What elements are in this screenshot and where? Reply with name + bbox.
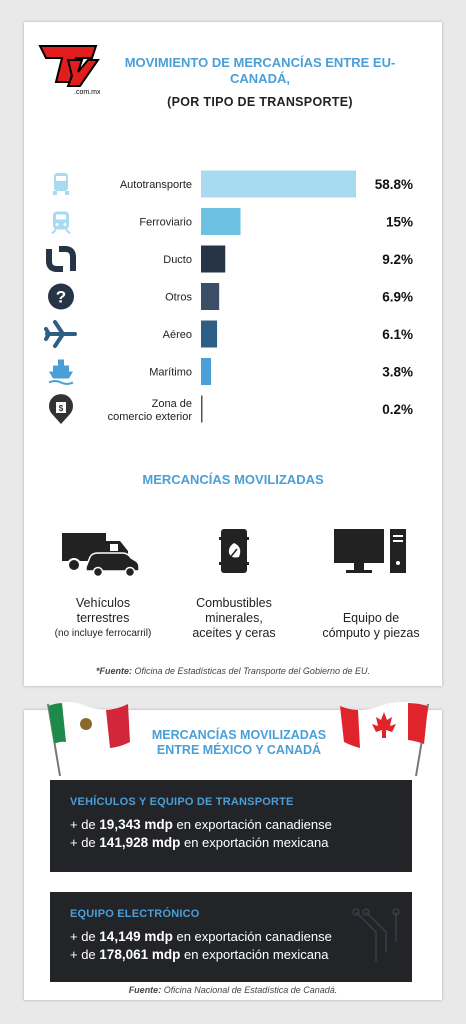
- page-subtitle: (POR TIPO DE TRANSPORTE): [167, 95, 353, 109]
- mm-item-line: cómputo y piezas: [322, 626, 420, 640]
- section-title-movilizadas: MERCANCÍAS MOVILIZADAS: [142, 472, 324, 487]
- tyt-logo: [38, 42, 100, 96]
- bar-value-label: 0.2%: [382, 402, 413, 417]
- page-title: MOVIMIENTO DE MERCANCÍAS ENTRE EU-CANADÁ,: [124, 55, 396, 86]
- transport-bar-chart: [24, 162, 442, 472]
- mm-item-line: terrestres: [76, 611, 130, 625]
- ship-icon: [49, 360, 73, 385]
- bar: [201, 171, 356, 198]
- fuel-barrel-icon: [219, 527, 249, 575]
- bar: [201, 208, 241, 235]
- mm-item-line: aceites y ceras: [192, 626, 276, 640]
- electronics-box: [50, 892, 412, 982]
- bar-value-label: 58.8%: [374, 177, 413, 192]
- source-text: Oficina Nacional de Estadística de Canadá.: [163, 985, 338, 995]
- question-icon: [48, 284, 74, 310]
- line-value: 14,149 mdp: [99, 929, 173, 944]
- money-pin-icon: [49, 394, 73, 424]
- bar-category-label: Zona de comercio exterior: [107, 398, 192, 423]
- mm-item-line: minerales,: [205, 611, 263, 625]
- bar: [201, 321, 217, 348]
- bar-category-label: Marítimo: [149, 366, 192, 379]
- infographic-top-card: [24, 22, 442, 686]
- mm-item-computo: [306, 611, 436, 641]
- mm-item-combustibles: [164, 596, 304, 641]
- bar-value-label: 6.1%: [382, 327, 413, 342]
- mm-item-line: Equipo de: [342, 611, 400, 625]
- title-line: ENTRE MÉXICO Y CANADÁ: [156, 743, 322, 757]
- source-note-eu: [24, 666, 442, 676]
- mexico-canada-title: [124, 728, 354, 758]
- mm-item-line: Combustibles: [196, 596, 272, 610]
- vehicles-icon: [60, 527, 140, 577]
- infographic-bottom-card: [24, 710, 442, 1000]
- bar-category-label: Autotransporte: [119, 179, 192, 191]
- line-prefix: + de: [70, 947, 96, 962]
- bar-value-label: 9.2%: [382, 252, 413, 267]
- airplane-icon: [46, 322, 75, 346]
- mm-item-vehiculos: [38, 596, 168, 641]
- svg-text:$: $: [58, 404, 64, 413]
- box-heading: VEHÍCULOS Y EQUIPO DE TRANSPORTE: [70, 796, 294, 808]
- mm-item-line: Vehículos: [75, 596, 131, 610]
- line-value: 178,061 mdp: [99, 947, 181, 962]
- bar-category-label: Aéreo: [162, 329, 192, 341]
- box-heading: EQUIPO ELECTRÓNICO: [70, 908, 200, 920]
- line-suffix: en exportación mexicana: [183, 947, 329, 962]
- truck-icon: [53, 173, 69, 195]
- bar-value-label: 3.8%: [382, 364, 413, 380]
- bar: [201, 246, 225, 273]
- bar: [201, 283, 219, 310]
- computer-icon: [332, 527, 408, 575]
- bar: [201, 396, 203, 423]
- vehicles-transport-box: [50, 780, 412, 872]
- bar-value-label: 6.9%: [382, 289, 413, 305]
- bar-category-label: Ferroviario: [139, 216, 192, 229]
- source-note-canada: [24, 985, 442, 995]
- mexico-flag-icon: [40, 698, 136, 778]
- train-icon: [52, 212, 70, 234]
- mm-item-note: (no incluye ferrocarril): [54, 628, 152, 639]
- line-value: 19,343 mdp: [99, 817, 173, 832]
- bar-value-label: 15%: [385, 214, 413, 230]
- line-prefix: + de: [70, 835, 96, 850]
- bar-category-label: Ducto: [163, 254, 192, 266]
- export-line-mexico: [70, 834, 412, 852]
- title-line: MERCANCÍAS MOVILIZADAS: [151, 728, 327, 742]
- bar-category-label: Otros: [165, 291, 192, 304]
- svg-text:?: ?: [55, 287, 67, 307]
- export-line-canada: [70, 816, 412, 834]
- line-suffix: en exportación canadiense: [176, 817, 332, 832]
- line-prefix: + de: [70, 929, 96, 944]
- source-label: Fuente:: [128, 985, 162, 995]
- source-label: *Fuente:: [96, 666, 132, 676]
- logo-sub-text: .com.mx: [74, 89, 100, 96]
- line-suffix: en exportación canadiense: [176, 929, 332, 944]
- line-suffix: en exportación mexicana: [183, 835, 329, 850]
- bar: [201, 358, 211, 385]
- line-prefix: + de: [70, 817, 96, 832]
- pipeline-icon: [49, 249, 73, 271]
- source-text: Oficina de Estadísticas del Transporte del Gobierno de EU.: [134, 666, 370, 676]
- circuit-pattern-icon: [346, 902, 406, 972]
- line-value: 141,928 mdp: [99, 835, 181, 850]
